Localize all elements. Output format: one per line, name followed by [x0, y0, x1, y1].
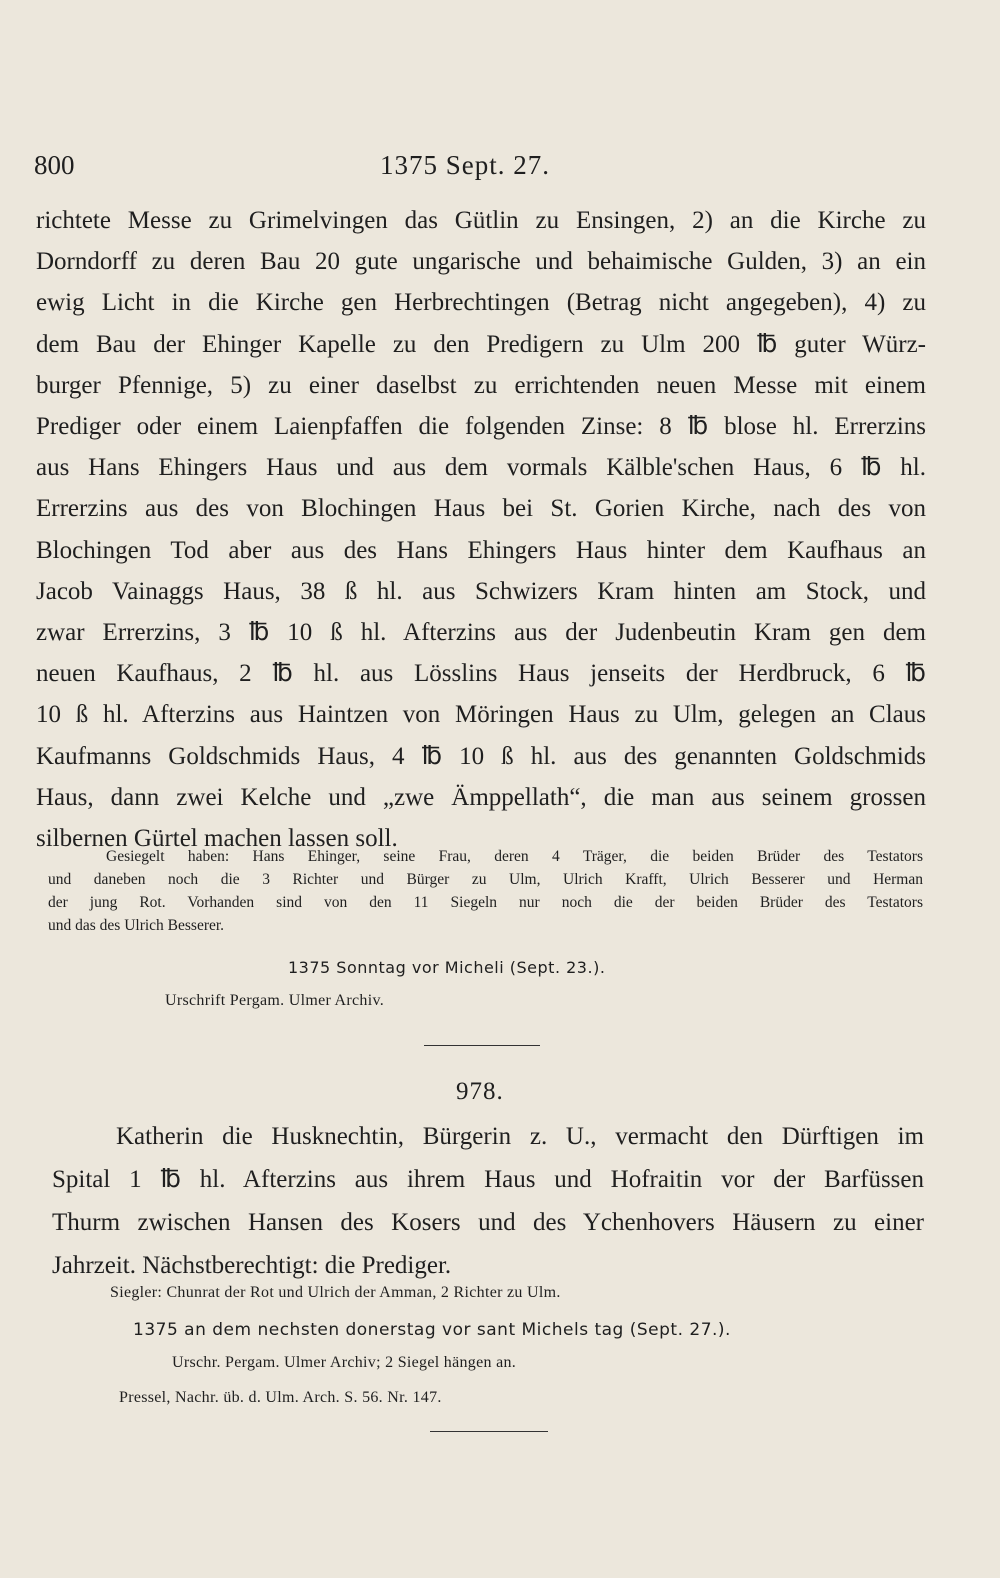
text-line: Haus, dann zwei Kelche und „zwe Ämppellath“, die man aus seinem grossen [36, 783, 926, 811]
text-line: burger Pfennige, 5) zu einer daselbst zu errichtenden neuen Messe mit einem [36, 371, 926, 399]
text-line: Katherin die Husknechtin, Bürgerin z. U., vermacht den Dürftigen im [116, 1123, 924, 1150]
document-978-sealer: Siegler: Chunrat der Rot und Ulrich der Amman, 2 Richter zu Ulm. [110, 1284, 561, 1301]
document-977-date: 1375 Sonntag vor Micheli (Sept. 23.). [288, 958, 606, 977]
note-line: der jung Rot. Vorhanden sind von den 11 Siegeln nur noch die der beiden Brüder des Testators [48, 894, 923, 911]
text-line: Kaufmanns Goldschmids Haus, 4 ℔ 10 ß hl. aus des genannten Goldschmids [36, 742, 926, 770]
document-978-source: Urschr. Pergam. Ulmer Archiv; 2 Siegel hängen an. [172, 1354, 517, 1371]
section-divider [424, 1045, 540, 1046]
running-head [34, 150, 934, 190]
text-line: silbernen Gürtel machen lassen soll. [36, 825, 398, 853]
running-head-date: 1375 Sept. 27. [380, 150, 551, 180]
text-line: zwar Errerzins, 3 ℔ 10 ß hl. Afterzins aus der Judenbeutin Kram gen dem [36, 619, 926, 647]
text-line: Jacob Vainaggs Haus, 38 ß hl. aus Schwizers Kram hinten am Stock, und [36, 577, 926, 605]
text-line: Thurm zwischen Hansen des Kosers und des Ychenhovers Häusern zu einer [52, 1209, 924, 1236]
text-line: richtete Messe zu Grimelvingen das Gütlin zu Ensingen, 2) an die Kirche zu [36, 207, 926, 234]
end-divider [430, 1431, 548, 1432]
document-977-source: Urschrift Pergam. Ulmer Archiv. [165, 992, 385, 1009]
text-line: Dorndorff zu deren Bau 20 gute ungarische und behaimische Gulden, 3) an ein [36, 248, 926, 276]
text-line: Spital 1 ℔ hl. Afterzins aus ihrem Haus und Hofraitin vor der Barfüssen [52, 1166, 924, 1193]
text-line: Blochingen Tod aber aus des Hans Ehingers Haus hinter dem Kaufhaus an [36, 536, 926, 564]
page-number: 800 [34, 150, 75, 180]
document-978-date: 1375 an dem nechsten donerstag vor sant Michels tag (Sept. 27.). [133, 1320, 731, 1340]
text-line: dem Bau der Ehinger Kapelle zu den Predigern zu Ulm 200 ℔ guter Würz- [36, 330, 926, 358]
note-line: Gesiegelt haben: Hans Ehinger, seine Frau, deren 4 Träger, die beiden Brüder des Testators [106, 848, 923, 865]
note-line: und das des Ulrich Besserer. [48, 917, 225, 934]
text-line: Errerzins aus des von Blochingen Haus bei St. Gorien Kirche, nach des von [36, 495, 926, 523]
document-978-reference: Pressel, Nachr. üb. d. Ulm. Arch. S. 56. Nr. 147. [119, 1389, 442, 1406]
note-line: und daneben noch die 3 Richter und Bürger zu Ulm, Ulrich Krafft, Ulrich Besserer und Herman [48, 871, 923, 888]
document-number: 978. [456, 1078, 504, 1105]
text-line: aus Hans Ehingers Haus und aus dem vormals Kälble'schen Haus, 6 ℔ hl. [36, 454, 926, 482]
text-line: 10 ß hl. Afterzins aus Haintzen von Möringen Haus zu Ulm, gelegen an Claus [36, 701, 926, 729]
seal-note [48, 845, 923, 937]
document-978-text [52, 1115, 924, 1287]
text-line: ewig Licht in die Kirche gen Herbrechtingen (Betrag nicht angegeben), 4) zu [36, 289, 926, 317]
document-977-continuation [36, 200, 926, 859]
text-line: neuen Kaufhaus, 2 ℔ hl. aus Lösslins Haus jenseits der Herdbruck, 6 ℔ [36, 660, 926, 688]
text-line: Jahrzeit. Nächstberechtigt: die Prediger. [52, 1252, 452, 1279]
text-line: Prediger oder einem Laienpfaffen die folgenden Zinse: 8 ℔ blose hl. Errerzins [36, 413, 926, 441]
